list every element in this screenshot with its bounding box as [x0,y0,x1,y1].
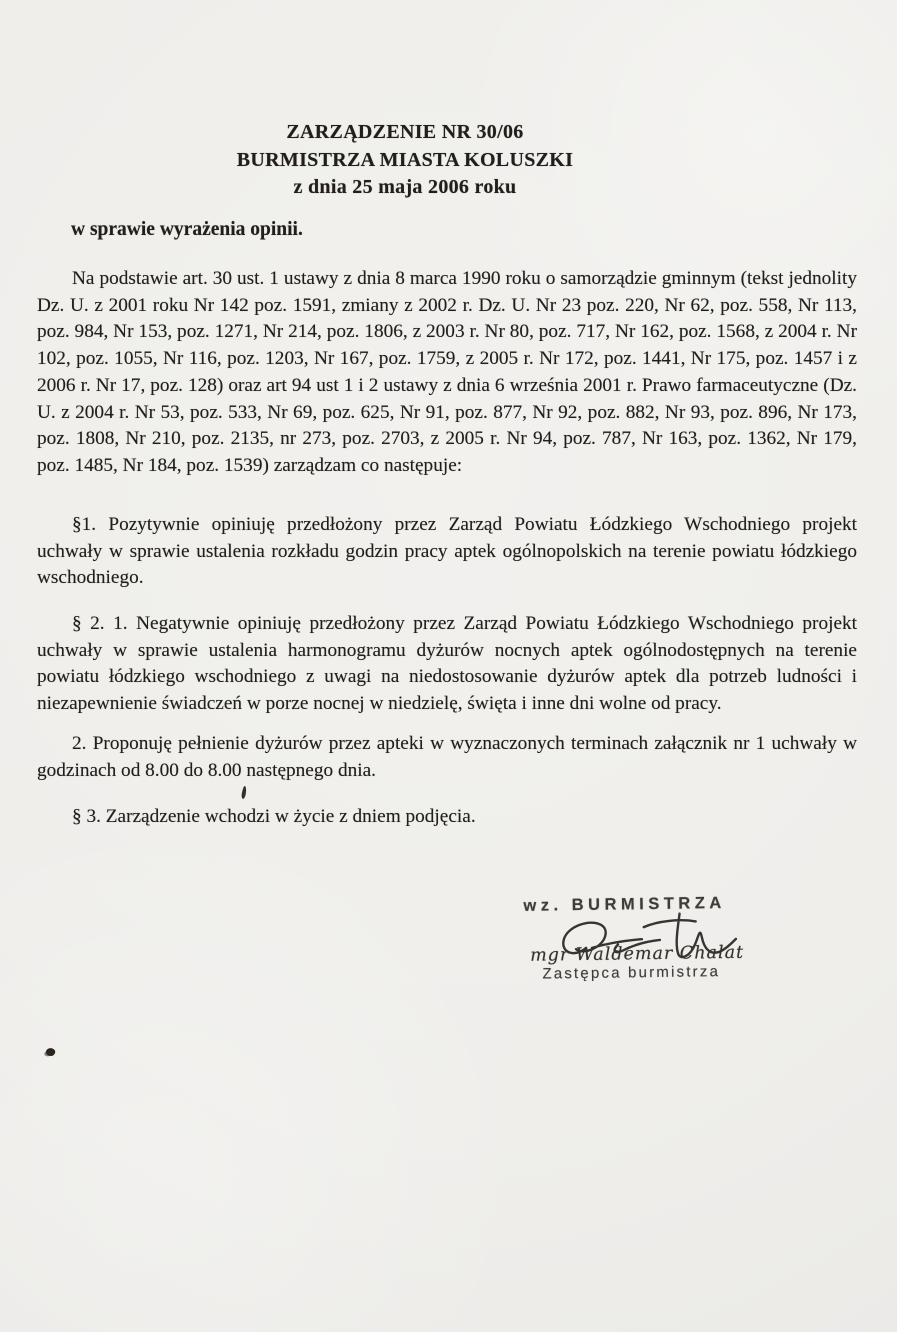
document-title [0,119,810,202]
stamp-signer-name: mgr Waldemar Chałat [529,942,745,966]
stamp-on-behalf-of-mayor: wz. BURMISTRZA [523,893,726,915]
title-line-ordinance-number: ZARZĄDZENIE NR 30/06 [286,121,524,143]
paragraph-legal-basis: Na podstawie art. 30 ust. 1 ustawy z dnia 8 marca 1990 roku o samorządzie gminnym (tekst jednolity Dz. U. z 2001 roku Nr 142 poz. 1591, zmiany z 2002 r. Dz. U. Nr 23 poz. 220, Nr 62, poz. 558, Nr 113, poz. 984, Nr 153, poz. 1271, Nr 214, poz. 1806, z 2003 r. Nr 80, poz. 717, Nr 162, poz. 1568, z 2004 r. Nr 102, poz. 1055, Nr 116, poz. 1203, Nr 167, poz. 1759, z 2005 r. Nr 172, poz. 1441, Nr 175, poz. 1457 i z 2006 r. Nr 17, poz. 128) oraz art 94 ust 1 i 2 ustawy z dnia 6 września 2001 r. Prawo farmaceutyczne (Dz. U. z 2004 r. Nr 53, poz. 533, Nr 69, poz. 625, Nr 91, poz. 877, Nr 92, poz. 882, Nr 93, poz. 896, Nr 173, poz. 1808, Nr 210, poz. 2135, nr 273, poz. 2703, z 2005 r. Nr 94, poz. 787, Nr 163, poz. 1362, Nr 179, poz. 1485, Nr 184, poz. 1539) zarządzam co następuje: [37,268,857,476]
ink-smudge-mark [241,786,247,799]
subject-line: w sprawie wyrażenia opinii. [71,219,303,240]
stamp-signer-role: Zastępca burmistrza [542,963,721,983]
ink-speck [45,1046,57,1057]
paragraph-section-2-point-1: § 2. 1. Negatywnie opiniuję przedłożony przez Zarząd Powiatu Łódzkiego Wschodniego projekt uchwały w sprawie ustalenia harmonogramu dyżurów nocnych aptek ogólnodostępnych na terenie powiatu łódzkiego wschodniego z uwagi na niedostosowanie dyżurów aptek dla potrzeb ludności i niezapewnienie świadczeń w porze nocnej w niedzielę, święta i inne dni wolne od pracy. [37,613,857,715]
paragraph-section-1: §1. Pozytywnie opiniuję przedłożony przez Zarząd Powiatu Łódzkiego Wschodniego projekt uchwały w sprawie ustalenia rozkładu godzin pracy aptek ogólnopolskich na terenie powiatu łódzkiego wschodniego. [37,514,857,589]
paragraph-section-2-point-2: 2. Proponuję pełnienie dyżurów przez apteki w wyznaczonych terminach załącznik nr 1 uchwały w godzinach od 8.00 do 8.00 następnego dnia. [37,733,857,781]
title-line-issuer: BURMISTRZA MIASTA KOLUSZKI [236,148,574,171]
paragraph-section-3: § 3. Zarządzenie wchodzi w życie z dniem podjęcia. [72,806,476,827]
signature-block [523,893,784,997]
title-line-date: z dnia 25 maja 2006 roku [293,176,517,198]
